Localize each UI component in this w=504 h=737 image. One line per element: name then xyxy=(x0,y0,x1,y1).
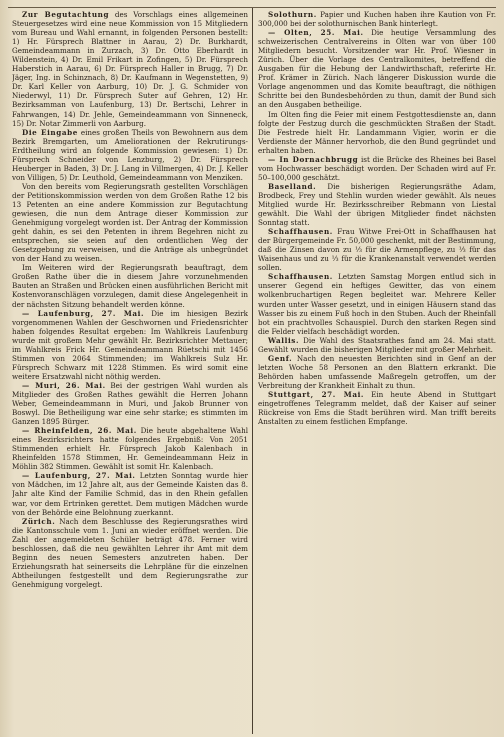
article-paragraph xyxy=(258,336,496,354)
article-body: Die heute abgehaltene Wahl eines Bezirksrichters hatte folgendes Ergebniß: Von 2051 Stimmenden erhielt Hr. Fürsprech Jakob Kalenbach in Rheinfelden 1578 Stimmen, Hr. Gemeindeammann Heiz in Möhlin 382 Stimmen. Gewählt ist somit Hr. Kalenbach. xyxy=(12,426,248,472)
article-paragraph xyxy=(12,10,248,128)
article-lead: Zürich. xyxy=(22,516,56,526)
article-lead: Baselland. xyxy=(268,181,317,191)
article-paragraph xyxy=(258,110,496,155)
article-paragraph xyxy=(258,28,496,109)
article-body: Im Olten fing die Feier mit einem Festgottesdienste an, dann folgte der Festzug durch die geschmückten Straßen der Stadt. Die Festrede hielt Hr. Landammann Vigier, worin er die Verdienste der Männer hervorhob, die den Bund gegründet und erhalten haben. xyxy=(258,109,496,155)
article-body: Nach dem Beschlusse des Regierungsrathes wird die Kantonsschule vom 1. Juni an wieder eröffnet werden. Die Zahl der angemeldeten Schüler beträgt 478. Ferner wird beschlossen, daß die neu gewählten Lehrer ihr Amt mit dem Beginn des neuen Semesters anzutreten haben. Der Erziehungsrath hat seinerseits die Lehrpläne für die einzelnen Abtheilungen festgestellt und dem Regierungsrathe zur Genehmigung vorgelegt. xyxy=(12,516,248,589)
article-lead: Die Eingabe xyxy=(22,127,78,137)
article-body: Nach den neuesten Berichten sind in Genf an der letzten Woche 58 Personen an den Blattern erkrankt. Die Behörden haben umfassende Maßregeln getroffen, um der Verbreitung der Krankheit Einhalt zu thun. xyxy=(258,353,496,390)
article-body: Frau Witwe Frei-Ott in Schaffhausen hat der Bürgergemeinde Fr. 50,000 geschenkt, mit der Bestimmung, daß die Zinsen davon zu ⅓ für die Armenpflege, zu ⅓ für das Waisenhaus und zu ⅓ für die Krankenanstalt verwendet werden sollen. xyxy=(258,227,496,273)
article-lead: — Rheinfelden, 26. Mai. xyxy=(22,426,137,436)
article-body: des Vorschlags eines allgemeinen Steuergesetzes wird eine neue Kommission von 15 Mitgliedern vom Bureau und Wahl ernannt, in folgenden Personen bestellt: 1) Hr. Fürsprech Blattner in Aarau, 2) Dr. Burkhardt, Gemeindeammann in Zurzach, 3) Dr. Otto Eberhardt in Wildenstein, 4) Dr. Emil Frikart in Zofingen, 5) Dr. Fürsprech Haberstich in Aarau, 6) Dr. Fürsprech Haller in Brugg, 7) Dr. Jäger, Ing. in Schinznach, 8) Dr. Kaufmann in Wegenstetten, 9) Dr. Karl Keller von Aarburg, 10) Dr. J. G. Schmider von Niederwyl, 11) Dr. Fürsprech Suter auf Gehren, 12) Hr. Bezirksamman von Laufenburg, 13) Dr. Bertschi, Lehrer in Fahrwangen, 14) Dr. Jehle, Gemeindeammann von Sinneneck, 15) Dr. Notar Zimmerli von Aarburg. xyxy=(12,10,248,128)
article-paragraph xyxy=(12,263,248,308)
article-lead: — Laufenburg, 27. Mai. xyxy=(22,308,145,318)
article-paragraph xyxy=(12,182,248,263)
article-lead: Schaffhausen. xyxy=(268,227,333,237)
article-body: Die im hiesigen Bezirk vorgenommenen Wahlen der Geschwornen und Friedensrichter haben folgendes Resultat ergeben: Im Wahlkreis Laufenburg wurde mit großem Mehr gewählt Hr. Bezirksrichter Mettauer; im Wahlkreis Frick Hr. Gemeindeammann Rüetschi mit 1456 Stimmen von 2064 Stimmenden; im Wahlkreis Sulz Hr. Fürsprech Schwarz mit 1228 Stimmen. Es wird somit eine weitere Ersatzwahl nicht nöthig werden. xyxy=(12,308,248,381)
article-lead: Schaffhausen. xyxy=(268,272,333,282)
article-lead: Zur Begutachtung xyxy=(22,10,110,19)
article-paragraph xyxy=(258,272,496,335)
left-column xyxy=(12,10,248,732)
article-body: Die bisherigen Regierungsräthe Adam, Brodbeck, Frey und Stehlin wurden wieder gewählt. Als neues Mitglied wurde Hr. Bezirksschreiber Rebmann von Liestal gewählt. Die Wahl der übrigen Mitglieder findet nächsten Sonntag statt. xyxy=(258,181,496,228)
article-paragraph xyxy=(12,309,248,381)
article-paragraph xyxy=(258,155,496,182)
article-body: Ein heute Abend in Stuttgart eingetroffenes Telegramm meldet, daß der Kaiser auf seiner Rückreise von Ems die Stadt berühren wird. Man trifft bereits Anstalten zu einem festlichen Empfange. xyxy=(258,389,496,427)
article-paragraph xyxy=(12,471,248,516)
article-lead: — Olten, 25. Mai. xyxy=(268,28,364,38)
article-body: Die Wahl des Staatsrathes fand am 24. Mai statt. Gewählt wurden die bisherigen Mitglieder mit großer Mehrheit. xyxy=(258,335,496,354)
article-paragraph xyxy=(12,381,248,426)
article-paragraph xyxy=(258,354,496,390)
article-paragraph xyxy=(258,390,496,426)
article-lead: Wallis. xyxy=(268,335,300,345)
article-body: ist die Brücke des Rheines bei Basel vom Hochwasser beschädigt worden. Der Schaden wird auf Fr. 50–100,000 geschätzt. xyxy=(258,154,496,182)
article-body: Im Weiteren wird der Regierungsrath beauftragt, dem Großen Rathe über die in diesem Jahre vorzunehmenden Bauten an Straßen und Brücken einen ausführlichen Bericht mit Kostenvoranschlägen vorzulegen, damit diese Angelegenheit in der nächsten Sitzung behandelt werden könne. xyxy=(12,263,248,309)
column-divider xyxy=(252,8,253,734)
article-lead: — Muri, 26. Mai. xyxy=(22,380,106,390)
article-paragraph xyxy=(12,517,248,589)
article-body: eines großen Theils von Bewohnern aus dem Bezirk Bremgarten, um Ameliorationen der Rekrutirungs-Erdtheilung wird an folgende Kommission gewiesen: 1) Dr. Fürsprech Schneider von Lenzburg, 2) Dr. Fürsprech Heuberger in Baden, 3) Dr. J. Lang in Villmergen, 4) Dr. J. Keller von Villigen, 5) Dr. Leuthold, Gemeindeammann von Menziken. xyxy=(12,127,248,182)
article-body: Die heutige Versammlung des schweizerischen Centralvereins in Olten war von über 100 Mitgliedern besucht. Vorsitzender war Hr. Prof. Wiesner in Zürich. Über die Vorlage des Centralkomites, betreffend die Ausgaben für die Hebung der Landwirthschaft, referirte Hr. Prof. Krämer in Zürich. Nach längerer Diskussion wurde die Vorlage angenommen und das Komite beauftragt, die nöthigen Schritte bei den Bundesbehörden zu thun, damit der Bund sich an den Ausgaben betheilige. xyxy=(258,28,496,110)
article-body: Papier und Kuchen haben ihre Kaution von Fr. 300,000 bei der solothurnischen Bank hinterlegt. xyxy=(258,10,496,29)
article-lead: Genf. xyxy=(268,353,293,363)
article-lead: — In Dornachbrugg xyxy=(268,154,359,164)
article-lead: — Laufenburg, 27. Mai. xyxy=(22,471,136,481)
article-lead: Solothurn. xyxy=(268,10,317,19)
article-body: Bei der gestrigen Wahl wurden als Mitglieder des Großen Rathes gewählt die Herren Johann Weber, Gemeindeammann in Muri, und Jakob Brunner von Boswyl. Die Betheiligung war eine sehr starke; es stimmten im Ganzen 1895 Bürger. xyxy=(12,380,248,427)
article-paragraph xyxy=(12,426,248,471)
right-column xyxy=(258,10,496,732)
article-paragraph xyxy=(12,128,248,182)
article-body: Von den bereits vom Regierungsrath gestellten Vorschlägen der Petitionskommission werden von dem Großen Rathe 12 bis 13 Petenten an eine andere Kommission zur Begutachtung gewiesen, die nun dem Antrage dieser Kommission zur Genehmigung vorgelegt worden ist. Der Antrag der Kommission geht dahin, es sei den Petenten in ihrem Begehren nicht zu entsprechen, sie seien auf den ordentlichen Weg der Gesetzgebung zu verweisen, und die Anträge als unbegründet von der Hand zu weisen. xyxy=(12,181,248,264)
article-body: Letzten Samstag Morgen entlud sich in unserer Gegend ein heftiges Gewitter, das von einem wolkenbruchartigen Regen begleitet war. Mehrere Keller wurden unter Wasser gesetzt, und in einigen Häusern stand das Wasser bis zu einem Fuß hoch in den Stuben. Auch der Rheinfall bot ein prachtvolles Schauspiel. Durch den starken Regen sind die Felder vielfach beschädigt worden. xyxy=(258,272,496,336)
article-body: Letzten Sonntag wurde hier von Mädchen, im 12 Jahre alt, aus der Gemeinde Kaisten das 8. Jahr alte Kind der Familie Schmid, das in den Rhein gefallen war, vor dem Ertrinken gerettet. Dem mutigen Mädchen wurde von der Behörde eine Belohnung zuerkannt. xyxy=(12,471,248,517)
article-paragraph xyxy=(258,10,496,28)
article-lead: Stuttgart, 27. Mai. xyxy=(268,389,365,399)
article-paragraph xyxy=(258,182,496,227)
article-paragraph xyxy=(258,227,496,272)
